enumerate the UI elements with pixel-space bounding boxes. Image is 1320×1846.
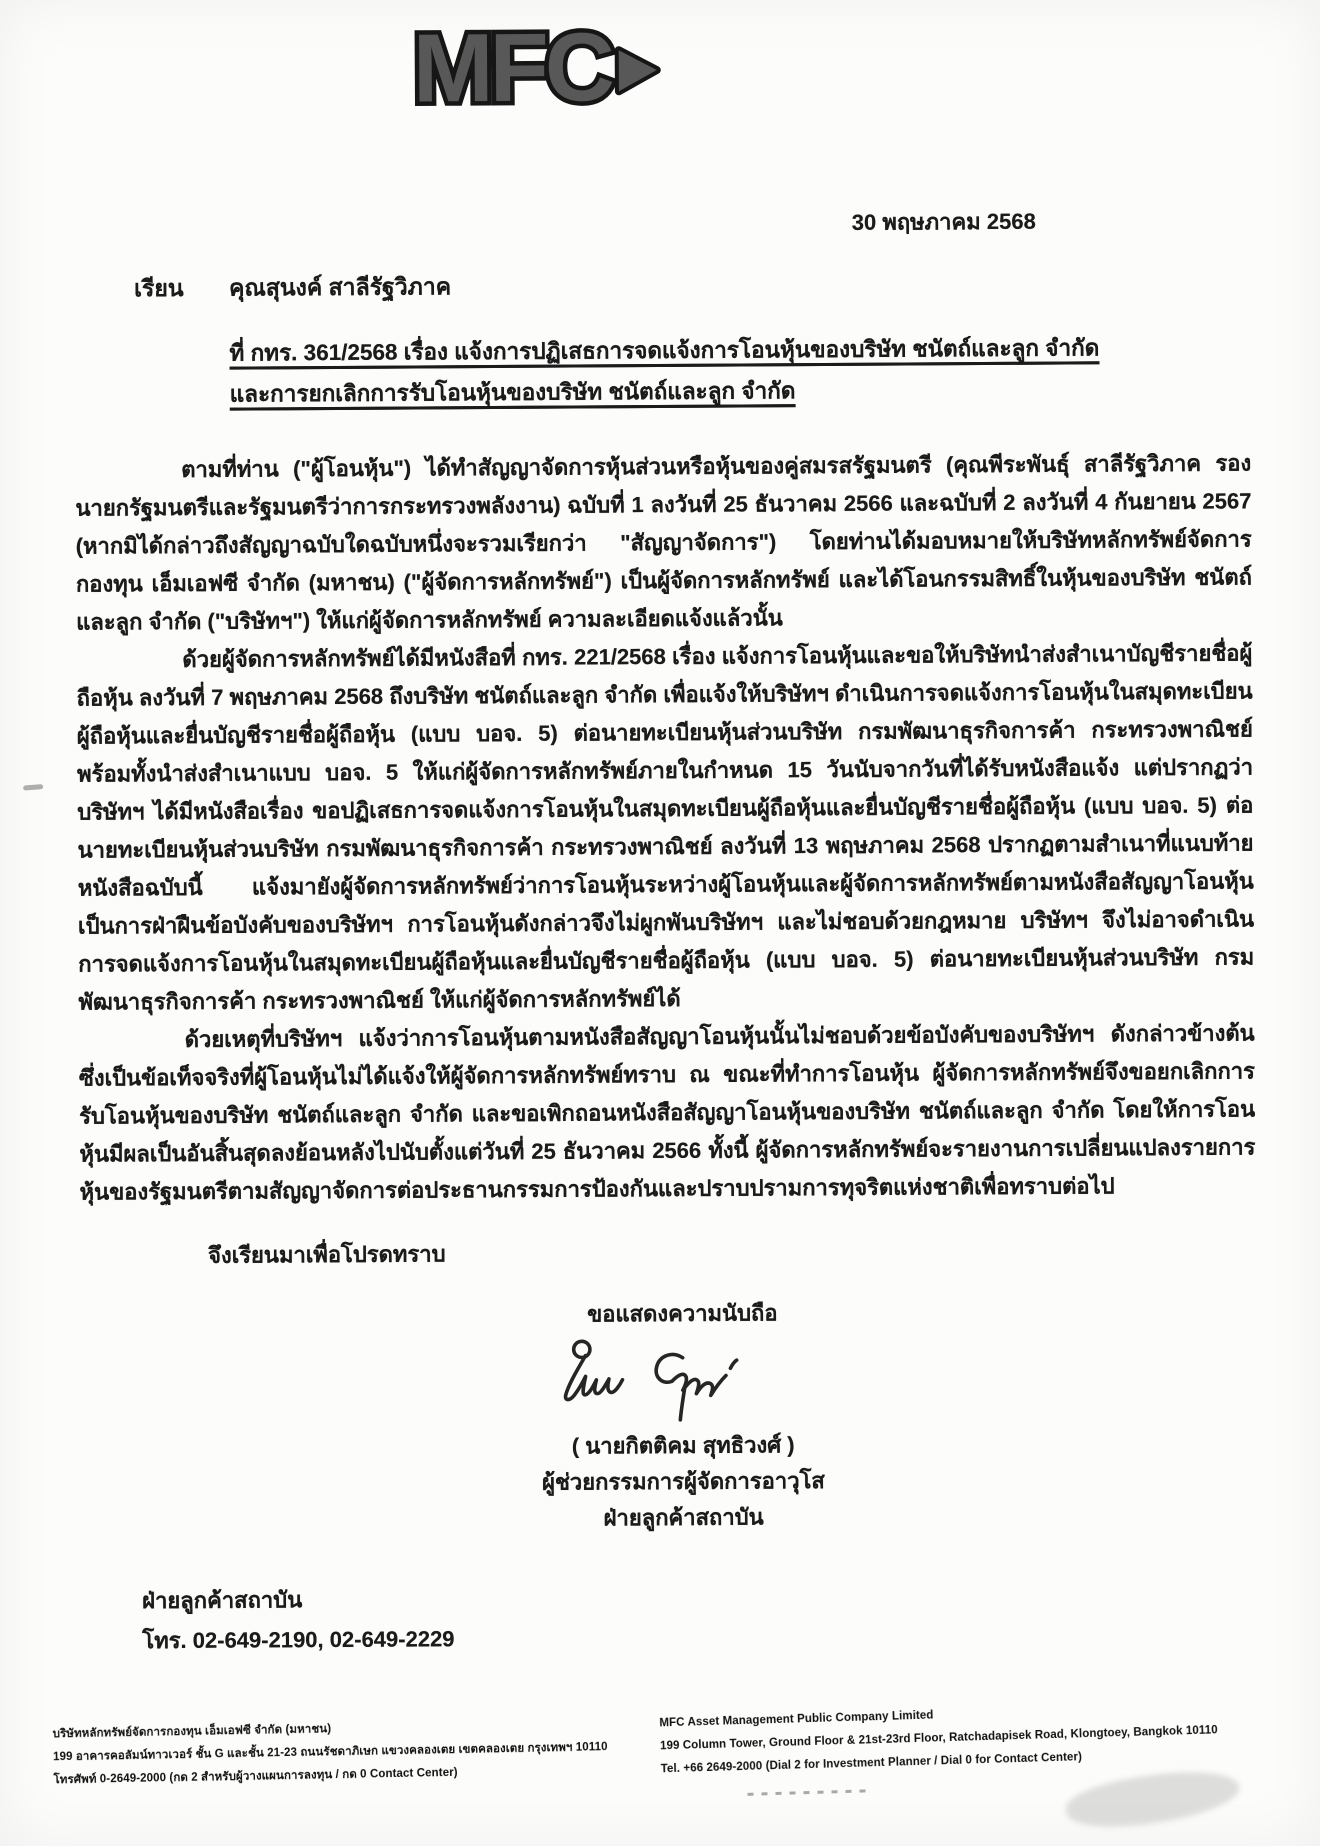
closing-phrase: จึงเรียนมาเพื่อโปรดทราบ	[207, 1241, 446, 1268]
scan-artifact-dots	[747, 1789, 867, 1795]
scan-artifact-dash	[23, 784, 43, 791]
mfc-logo	[410, 14, 669, 127]
footer-en-address: 199 Column Tower, Ground Floor & 21st-23rd Floor, Ratchadapisek Road, Klongtoey, Bangkok 10110	[659, 1724, 1218, 1753]
contact-block	[82, 1574, 1258, 1661]
contact-phone: โทร. 02-649-2190, 02-649-2229	[142, 1626, 455, 1654]
subject-line-2: และการยกเลิกการรับโอนหุ้นของบริษัท ชนัตถ์และลูก จำกัด	[229, 378, 796, 407]
scan-artifact-smudge	[1063, 1761, 1243, 1837]
handwritten-signature-icon	[548, 1333, 819, 1435]
mfc-logo-icon	[410, 14, 669, 122]
signer-title: ผู้ช่วยกรรมการผู้จัดการอาวุโส	[541, 1468, 825, 1495]
recipient-name: คุณสุนงค์ สาลีรัฐวิภาค	[229, 273, 452, 301]
footer-en-phone: Tel. +66 2649-2000 (Dial 2 for Investment Planner / Dial 0 for Contact Center)	[660, 1751, 1083, 1776]
body-paragraph-2: ด้วยผู้จัดการหลักทรัพย์ได้มีหนังสือที่ กทร. 221/2568 เรื่อง แจ้งการโอนหุ้นและขอให้บริษัทนำส่งสำเนาบัญชีรายชื่อผู้ถือหุ้น ลงวันที่ 7 พฤษภาคม 2568 ถึงบริษัท ชนัตถ์และลูก จำกัด เพื่อแจ้งให้บริษัทฯ ดำเนินการจดแจ้งการโอนหุ้นในสมุดทะเบียนผู้ถือหุ้นและยื่นบัญชีรายชื่อผู้ถือหุ้น (แบบ บอจ. 5) ต่อนายทะเบียนหุ้นส่วนบริษัท กรมพัฒนาธุรกิจการค้า กระทรวงพาณิชย์ พร้อมทั้งนำส่งสำเนาแบบ บอจ. 5 ให้แก่ผู้จัดการหลักทรัพย์ภายในกำหนด 15 วันนับจากวันที่ได้รับหนังสือแจ้ง แต่ปรากฏว่าบริษัทฯ ได้มีหนังสือเรื่อง ขอปฏิเสธการจดแจ้งการโอนหุ้นในสมุดทะเบียนผู้ถือหุ้นและยื่นบัญชีรายชื่อผู้ถือหุ้น (แบบ บอจ. 5) ต่อนายทะเบียนหุ้นส่วนบริษัท กรมพัฒนาธุรกิจการค้า กระทรวงพาณิชย์ ลงวันที่ 13 พฤษภาคม 2568 ปรากฏตามสำเนาที่แนบท้ายหนังสือฉบับนี้ แจ้งมายังผู้จัดการหลักทรัพย์ว่าการโอนหุ้นระหว่างผู้โอนหุ้นและผู้จัดการหลักทรัพย์ตามหนังสือสัญญาโอนหุ้นเป็นการฝ่าฝืนข้อบังคับของบริษัทฯ การโอนหุ้นดังกล่าวจึงไม่ผูกพันบริษัทฯ และไม่ชอบด้วยกฎหมาย บริษัทฯ จึงไม่อาจดำเนินการจดแจ้งการโอนหุ้นในสมุดทะเบียนผู้ถือหุ้นและยื่นบัญชีรายชื่อผู้ถือหุ้น (แบบ บอจ. 5) ต่อนายทะเบียนหุ้นส่วนบริษัท กรมพัฒนาธุรกิจการค้า กระทรวงพาณิชย์ ให้แก่ผู้จัดการหลักทรัพย์ได้	[76, 640, 1255, 1015]
footer-th-company: บริษัทหลักทรัพย์จัดการกองทุน เอ็มเอฟซี จำกัด (มหาชน)	[52, 1723, 332, 1741]
mfc-logo-text: MFC	[412, 13, 612, 122]
footer-english-block	[659, 1696, 1221, 1781]
footer-th-phone: โทรศัพท์ 0-2649-2000 (กด 2 สำหรับผู้วางแผนการลงทุน / กด 0 Contact Center)	[53, 1766, 458, 1787]
subject-line-1: ที่ กทร. 361/2568 เรื่อง แจ้งการปฏิเสธการจดแจ้งการโอนหุ้นของบริษัท ชนัตถ์และลูก จำกัด	[229, 335, 1100, 366]
letter-body	[75, 444, 1259, 1701]
signer-name: ( นายกิตติคม สุทธิวงศ์ )	[571, 1432, 795, 1459]
signature-block	[492, 1295, 873, 1537]
letter-date: 30 พฤษภาคม 2568	[851, 208, 1036, 235]
subject-block	[229, 327, 1169, 415]
footer-th-address: 199 อาคารคอลัมน์ทาวเวอร์ ชั้น G และชั้น 21-23 ถนนรัชดาภิเษก แขวงคลองเตย เขตคลองเตย กรุงเทพฯ 10110	[52, 1741, 608, 1764]
signer-department: ฝ่ายลูกค้าสถาบัน	[603, 1504, 764, 1531]
body-paragraph-1: ตามที่ท่าน ("ผู้โอนหุ้น") ได้ทำสัญญาจัดการหุ้นส่วนหรือหุ้นของคู่สมรสรัฐมนตรี (คุณพีระพันธุ์ สาลีรัฐวิภาค รองนายกรัฐมนตรีและรัฐมนตรีว่าการกระทรวงพลังงาน) ฉบับที่ 1 ลงวันที่ 25 ธันวาคม 2566 และฉบับที่ 2 ลงวันที่ 4 กันยายน 2567 (หากมิได้กล่าวถึงสัญญาฉบับใดฉบับหนึ่งจะรวมเรียกว่า "สัญญาจัดการ") โดยท่านได้มอบหมายให้บริษัทหลักทรัพย์จัดการกองทุน เอ็มเอฟซี จำกัด (มหาชน) ("ผู้จัดการหลักทรัพย์") เป็นผู้จัดการหลักทรัพย์ และได้โอนกรรมสิทธิ์ในหุ้นของบริษัท ชนัตถ์และลูก จำกัด ("บริษัทฯ") ให้แก่ผู้จัดการหลักทรัพย์ ความละเอียดแจ้งแล้วนั้น	[75, 450, 1252, 635]
mfc-logo-triangle-icon	[619, 50, 657, 91]
footer-en-company: MFC Asset Management Public Company Limited	[659, 1709, 934, 1730]
body-paragraph-3: ด้วยเหตุที่บริษัทฯ แจ้งว่าการโอนหุ้นตามหนังสือสัญญาโอนหุ้นนั้นไม่ชอบด้วยข้อบังคับของบริษัทฯ ดังกล่าวข้างต้น ซึ่งเป็นข้อเท็จจริงที่ผู้โอนหุ้นไม่ได้แจ้งให้ผู้จัดการหลักทรัพย์ทราบ ณ ขณะที่ทำการโอนหุ้น ผู้จัดการหลักทรัพย์จึงขอยกเลิกการรับโอนหุ้นของบริษัท ชนัตถ์และลูก จำกัด และขอเพิกถอนหนังสือสัญญาโอนหุ้นของบริษัท ชนัตถ์และลูก จำกัด โดยให้การโอนหุ้นมีผลเป็นอันสิ้นสุดลงย้อนหลังไปนับตั้งแต่วันที่ 25 ธันวาคม 2566 ทั้งนี้ ผู้จัดการหลักทรัพย์จะรายงานการเปลี่ยนแปลงรายการหุ้นของรัฐมนตรีตามสัญญาจัดการต่อประธานกรรมการป้องกันและปราบปรามการทุจริตแห่งชาติเพื่อทราบต่อไป	[78, 1020, 1256, 1205]
signoff-phrase: ขอแสดงความนับถือ	[587, 1300, 778, 1327]
footer-thai-block	[52, 1713, 633, 1793]
contact-department: ฝ่ายลูกค้าสถาบัน	[142, 1587, 303, 1614]
salutation-label: เรียน	[134, 274, 184, 302]
